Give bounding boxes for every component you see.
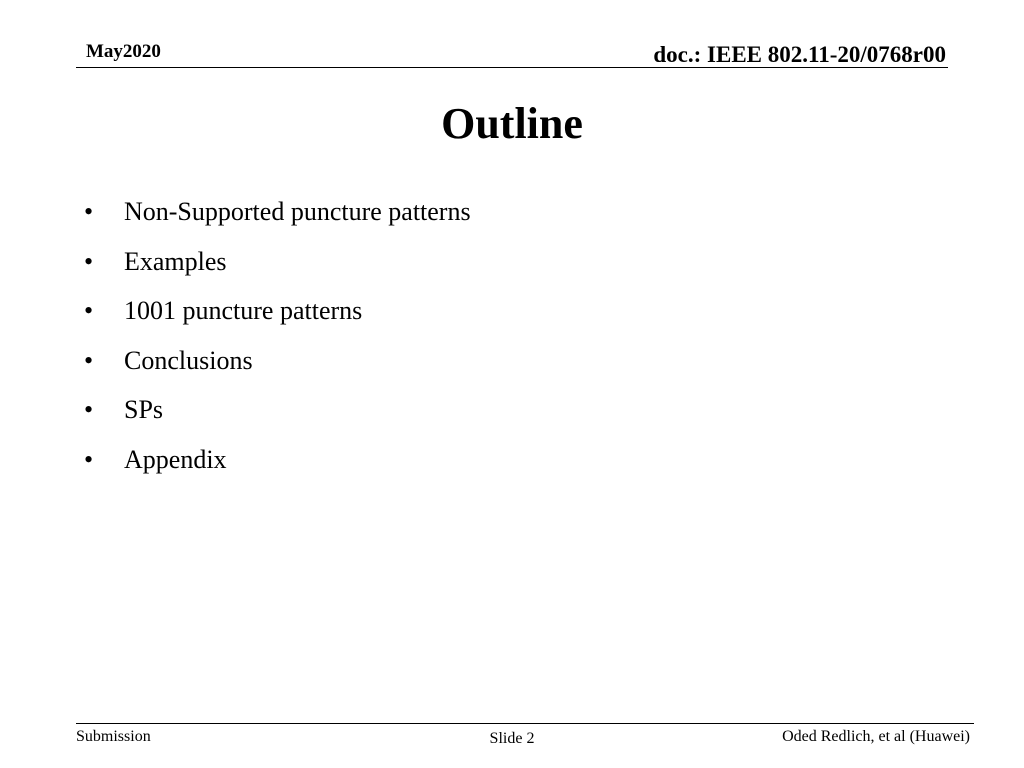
bullet-text: SPs — [124, 395, 164, 424]
bullet-icon: • — [84, 444, 94, 474]
bullet-icon: • — [84, 395, 94, 424]
bullet-text: 1001 puncture patterns — [124, 296, 363, 325]
bullet-icon: • — [84, 296, 94, 325]
bullet-text: Non-Supported puncture patterns — [124, 197, 471, 226]
bullet-text: Appendix — [124, 444, 227, 474]
header-doc-id: doc.: IEEE 802.11-20/0768r00 — [653, 42, 946, 67]
footer-submission: Submission — [76, 728, 151, 745]
bullet-text: Examples — [124, 246, 227, 276]
header-date: May2020 — [86, 41, 161, 62]
slide-title: Outline — [441, 99, 583, 148]
bullet-icon: • — [84, 197, 94, 226]
footer-author: Oded Redlich, et al (Huawei) — [782, 728, 970, 745]
bullet-text: Conclusions — [124, 345, 253, 375]
bullet-icon: • — [84, 345, 94, 375]
header-divider — [76, 67, 948, 68]
bullet-icon: • — [84, 246, 94, 276]
footer-slide-number: Slide 2 — [489, 730, 535, 747]
footer-divider — [76, 723, 974, 724]
